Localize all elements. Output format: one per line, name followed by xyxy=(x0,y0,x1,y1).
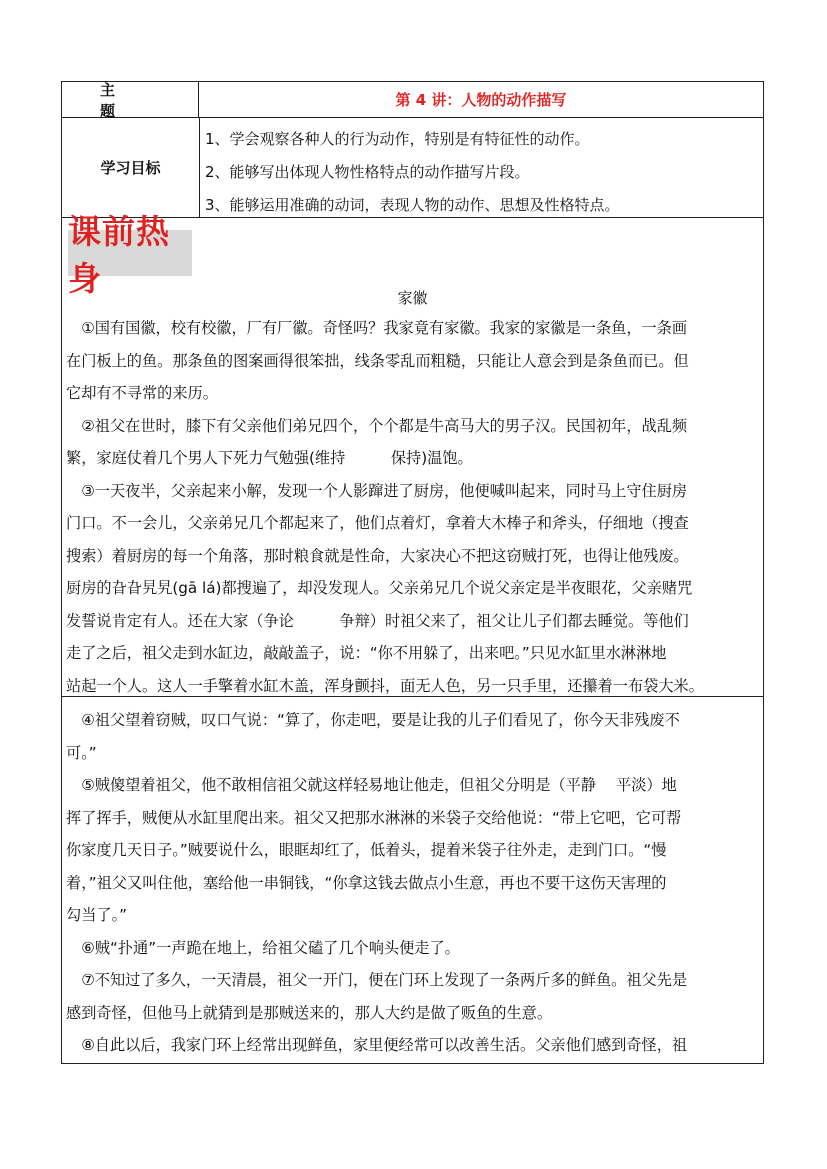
essay-part-a xyxy=(66,312,759,702)
essay-line: 它却有不寻常的来历。 xyxy=(66,384,218,402)
goals-list xyxy=(205,123,757,222)
essay-line: ⑤贼傻望着祖父，他不敢相信祖父就这样轻易地让他走，但祖父分明是（平静 平淡）地 xyxy=(66,776,677,794)
goal-item: 3、能够运用准确的动词，表现人物的动作、思想及性格特点。 xyxy=(205,196,620,214)
essay-line: 挥了挥手，贼便从水缸里爬出来。祖父又把那水淋淋的米袋子交给他说：“带上它吧，它可帮 xyxy=(66,808,682,827)
goals-row xyxy=(61,117,764,218)
lesson-title: 第 4 讲：人物的动作描写 xyxy=(395,91,567,109)
essay-line: ④祖父望着窃贼，叹口气说：“算了，你走吧，要是让我的儿子们看见了，你今天非残废不 xyxy=(66,711,680,729)
goal-item: 1、学会观察各种人的行为动作，特别是有特征性的动作。 xyxy=(205,130,590,148)
essay-line: 在门板上的鱼。那条鱼的图案画得很笨拙，线条零乱而粗糙，只能让人意会到是条鱼而已。但 xyxy=(66,351,689,370)
essay-line: ⑧自此以后，我家门环上经常出现鲜鱼，家里便经常可以改善生活。父亲他们感到奇怪，祖 xyxy=(66,1036,688,1054)
essay-line: 搜索）着厨房的每一个角落，那时粮食就是性命，大家决心不把这窃贼打死，也得让他残废。 xyxy=(66,546,689,565)
goal-item: 2、能够写出体现人物性格特点的动作描写片段。 xyxy=(205,163,530,181)
essay-part-b xyxy=(66,704,759,1062)
essay-line: 着，”祖父又叫住他，塞给他一串铜钱，“你拿这钱去做点小生意，再也不要干这伤天害理的 xyxy=(66,873,667,892)
essay-line: 走了之后，祖父走到水缸边，敲敲盖子，说：“你不用躲了，出来吧。”只见水缸里水淋淋地 xyxy=(66,644,667,662)
essay-line: ①国有国徽，校有校徽，厂有厂徽。奇怪吗？我家竟有家徽。我家的家徽是一条鱼，一条画 xyxy=(66,319,688,337)
essay-line: 感到奇怪，但他马上就猜到是那贼送来的，那人大约是做了贩鱼的生意。 xyxy=(66,1003,552,1022)
goals-label: 学习目标 xyxy=(62,117,200,217)
header-row xyxy=(61,81,764,118)
content-cell xyxy=(61,212,764,1064)
essay-line: ③一天夜半，父亲起来小解，发现一个人影蹿进了厨房，他便喊叫起来，同时马上守住厨房 xyxy=(66,481,688,500)
section-banner xyxy=(68,212,192,298)
essay-line: ②祖父在世时，膝下有父亲他们弟兄四个，个个都是牛高马大的男子汉。民国初年，战乱频 xyxy=(66,416,688,435)
section-banner-text: 课前热身 xyxy=(68,212,170,298)
topic-label: 主题 xyxy=(62,82,199,117)
essay-title: 家徽 xyxy=(397,289,428,307)
essay-line: 发誓说肯定有人。还在大家（争论 争辩）时祖父来了，祖父让儿子们都去睡觉。等他们 xyxy=(66,611,689,630)
essay-line: ⑥贼“扑通”一声跪在地上，给祖父磕了几个响头便走了。 xyxy=(66,938,460,957)
section-divider xyxy=(62,696,763,697)
essay-line: ⑦不知过了多久，一天清晨，祖父一开门，便在门环上发现了一条两斤多的鲜鱼。祖父先是 xyxy=(66,971,688,989)
essay-line: 厨房的旮旮旯旯(gā lá)都搜遍了，却没发现人。父亲弟兄几个说父亲定是半夜眼花，父亲赌咒 xyxy=(66,579,693,597)
essay-line: 门口。不一会儿，父亲弟兄几个都起来了，他们点着灯，拿着大木棒子和斧头，仔细地（搜查 xyxy=(66,514,689,532)
essay-line: 繁，家庭仗着几个男人下死力气勉强(维持 保持)温饱。 xyxy=(66,449,473,467)
essay-line: 勾当了。” xyxy=(66,906,128,924)
essay-line: 你家度几天日子。”贼要说什么，眼眶却红了，低着头，提着米袋子往外走，走到门口。“慢 xyxy=(66,841,667,859)
essay-line: 可。” xyxy=(66,743,97,762)
essay-line: 站起一个人。这人一手擎着水缸木盖，浑身颤抖，面无人色，另一只手里，还攥着一布袋大米。 xyxy=(66,676,704,695)
